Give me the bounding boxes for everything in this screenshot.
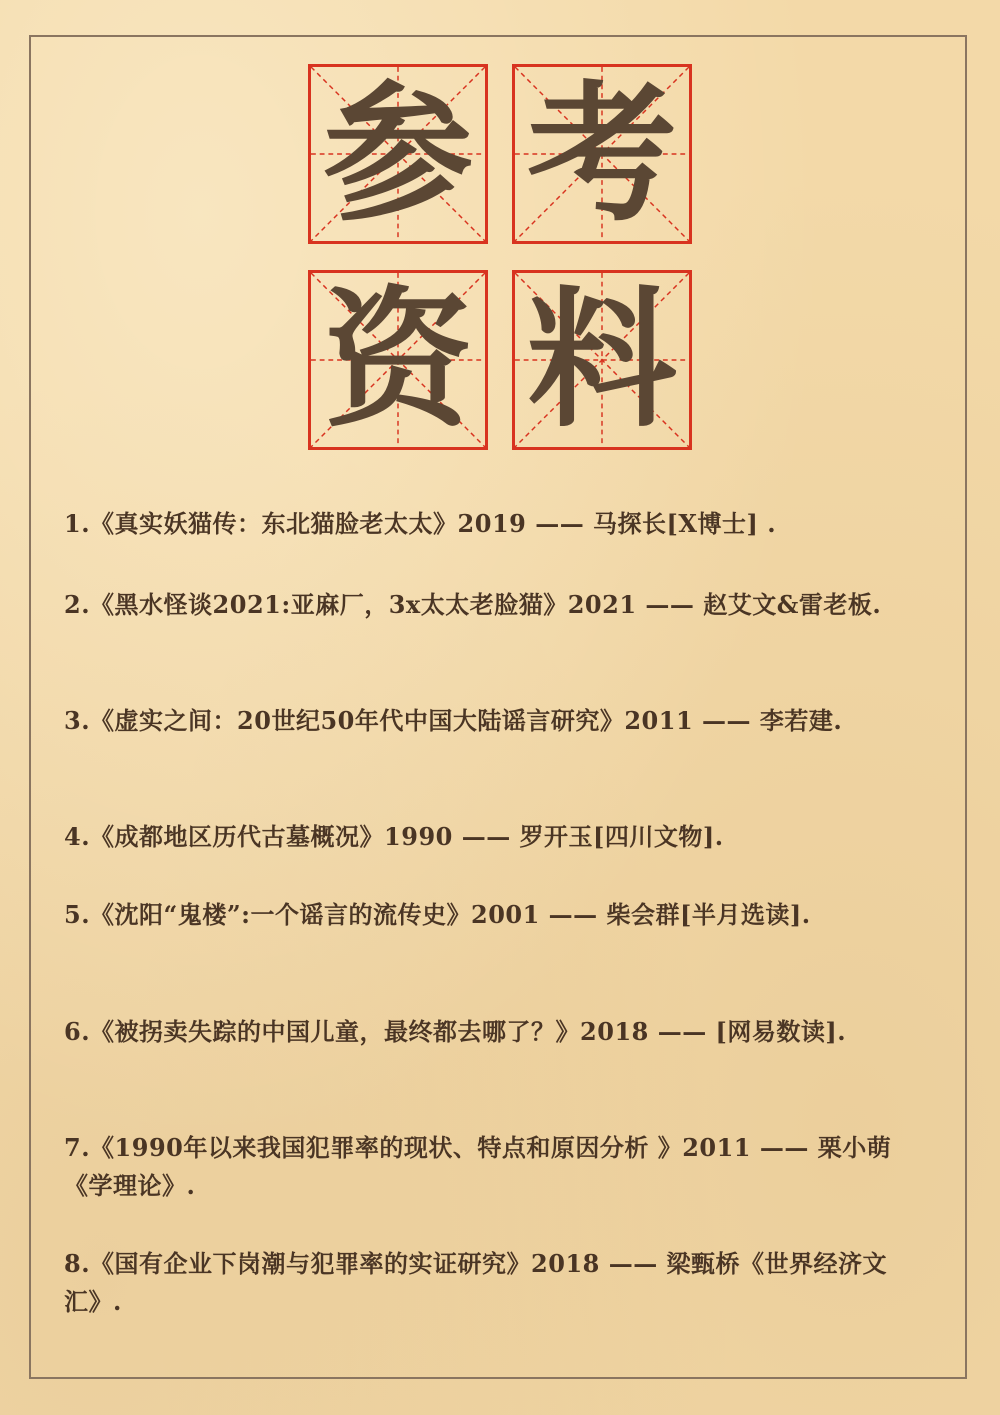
reference-item: 4.《成都地区历代古墓概况》1990 —— 罗开玉[四川文物]. [64,822,724,851]
title-char-box [308,270,488,450]
title-char: 资 [322,272,473,448]
reference-item: 6.《被拐卖失踪的中国儿童，最终都去哪了？》2018 —— [网易数读]. [64,1017,847,1046]
reference-item: 2.《黑水怪谈2021:亚麻厂，3x太太老脸猫》2021 —— 赵艾文&雷老板. [64,590,882,619]
reference-item: 3.《虚实之间：20世纪50年代中国大陆谣言研究》2011 —— 李若建. [64,706,843,735]
title-char-box [512,64,692,244]
title-char: 考 [526,66,677,242]
title-grid [308,64,692,452]
title-char-box [512,270,692,450]
title-char: 参 [322,66,473,242]
reference-item: 1.《真实妖猫传：东北猫脸老太太》2019 —— 马探长[X博士] . [64,509,777,538]
title-char-box [308,64,488,244]
title-char: 料 [526,272,677,448]
reference-item: 8.《国有企业下岗潮与犯罪率的实证研究》2018 —— 梁甄桥《世界经济文汇》. [64,1249,888,1316]
reference-item: 7.《1990年以来我国犯罪率的现状、特点和原因分析 》2011 —— 栗小萌《学理论》. [64,1133,892,1200]
reference-item: 5.《沈阳“鬼楼”:一个谣言的流传史》2001 —— 柴会群[半月选读]. [64,900,811,929]
